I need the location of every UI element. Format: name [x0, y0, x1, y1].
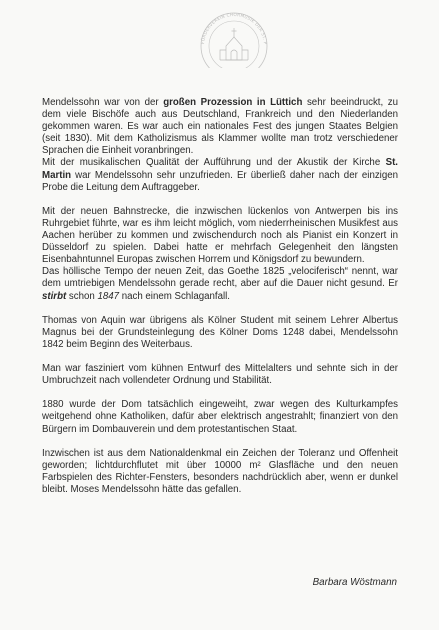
paragraph-2 — [42, 157, 398, 193]
author-signature: Barbara Wöstmann — [312, 577, 397, 588]
body-text: Mit der neuen Bahnstrecke, die inzwischen lückenlos von Antwerpen bis ins Ruhrgebiet führte, war es ihm leicht möglich, vom niederrheinischen Musikfest aus Aachen herüber zu kommen und zwischendurch noch als Pianist ein Konzert in Düsseldorf zu spielen. Dabei hatte er mehrfach Gelegenheit den längsten Eisenbahntunnel Europas zwischen Horrem und Königsdorf zu bewundern. — [42, 205, 398, 266]
paragraph-6 — [42, 363, 398, 387]
body-text: Mendelssohn war von der — [42, 97, 164, 108]
body-text: Das höllische Tempo der neuen Zeit, das Goethe 1825 „velociferisch“ nennt, war dem umtriebigen Mendelssohn gerade recht, aber auf die Dauer nicht gesund. Er — [42, 266, 398, 290]
paragraph-7 — [42, 399, 398, 435]
italic-text: 1847 — [97, 290, 120, 302]
body-text: Inzwischen ist aus dem Nationaldenkmal ein Zeichen der Toleranz und Offenheit geworden; lichtdurchflutet mit über 10000 m² Glasfläche und den neuen Farbspielen des Richter-Fensters, besonders nachdrücklich aber, wenn er dunkel bleibt. Moses Mendelssohn hätte das gefallen. — [42, 447, 398, 495]
bold-text: St. Martin — [42, 157, 398, 181]
emphasis-text: stirbt — [42, 290, 67, 302]
paragraph-3 — [42, 206, 398, 266]
chapel-seal-icon — [196, 6, 272, 68]
body-text: schon — [66, 290, 98, 302]
seal-text: FÖRDERVEREIN CHORMUSIK DER ST. P — [200, 11, 268, 45]
paragraph-1 — [42, 97, 398, 157]
body-text: nach einem Schlaganfall. — [119, 290, 230, 302]
paragraph-5 — [42, 315, 398, 351]
article-body — [42, 97, 398, 508]
paragraph-8 — [42, 448, 398, 496]
body-text: Thomas von Aquin war übrigens als Kölner Student mit seinem Lehrer Albertus Magnus bei der Grundsteinlegung des Kölner Doms 1248 dabei, Mendelssohn 1842 beim Beginn des Weiterbaus. — [42, 314, 398, 350]
body-text: Mit der musikalischen Qualität der Aufführung und der Akustik der Kirche — [42, 157, 386, 169]
body-text: sehr beeindruckt, zu dem viele Bischöfe auch aus Deutschland, Frankreich und den Niederlanden gekommen waren. Es war auch ein nationales Fest des jungen Staates Belgien (seit 1830). Mit dem Katholizismus als Klammer wollte man trotz verschiedener Sprachen die Einheit voranbringen. — [42, 97, 398, 157]
bold-italic-text — [42, 291, 66, 302]
body-text: war Mendelssohn sehr unzufrieden. Er überließ daher nach der einzigen Probe die Leitung dem Auftraggeber. — [42, 169, 398, 193]
body-text: Man war fasziniert vom kühnen Entwurf des Mittelalters und sehnte sich in der Umbruchzeit nach vollendeter Ordnung und Stabilität. — [42, 363, 398, 387]
bold-text: großen Prozession in Lüttich — [163, 97, 303, 108]
paragraph-4 — [42, 266, 398, 302]
body-text: 1880 wurde der Dom tatsächlich eingeweiht, zwar wegen des Kulturkampfes weitgehend ohne Katholiken, dafür aber elektrisch angestrahlt; finanziert von den Bürgern im Dombauverein und dem protestantischen Staat. — [42, 399, 398, 435]
